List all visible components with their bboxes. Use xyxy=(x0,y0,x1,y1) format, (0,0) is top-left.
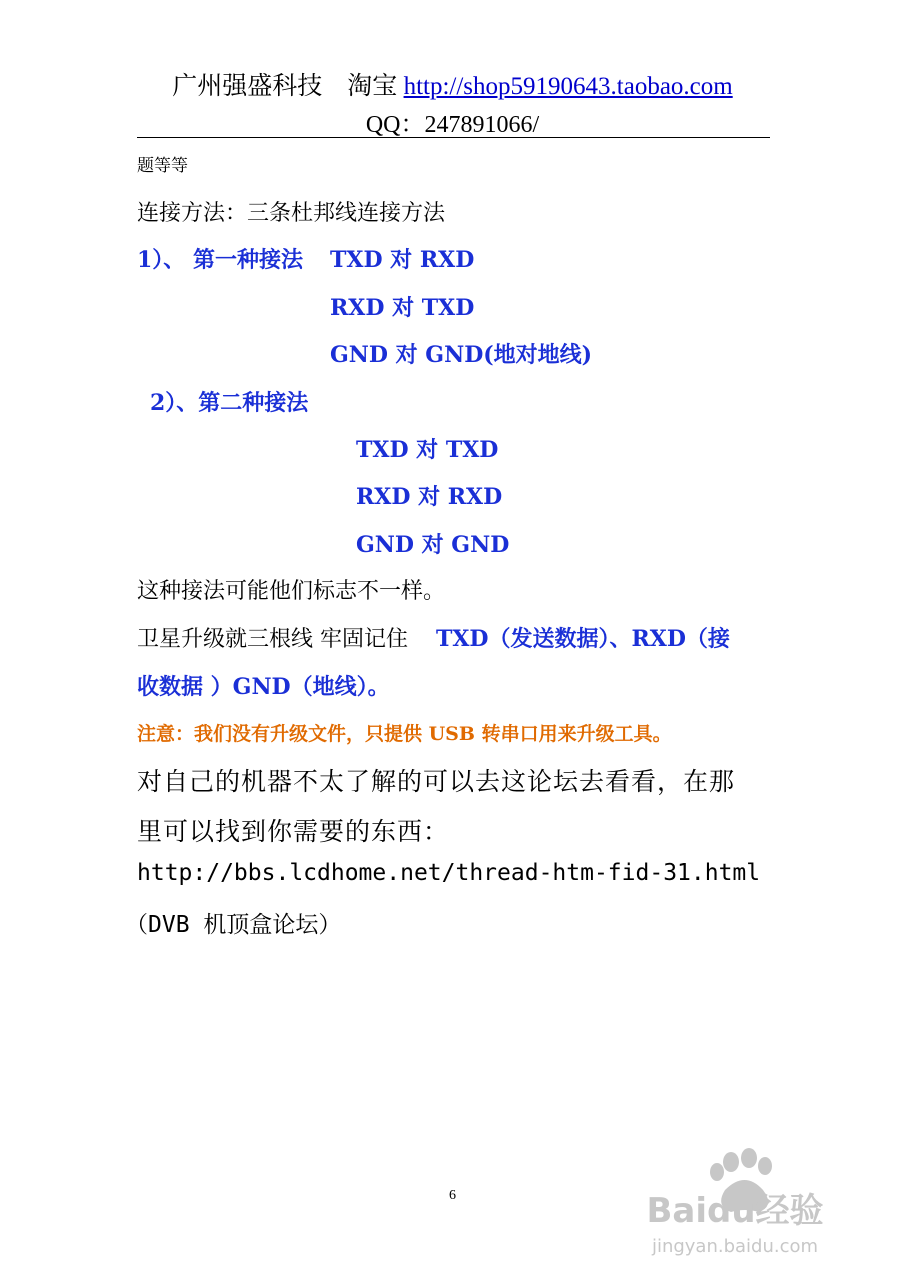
watermark-url: jingyan.baidu.com xyxy=(651,1236,819,1257)
forum-text-line2: 里可以找到你需要的东西： xyxy=(137,817,450,846)
wire-note-line1 xyxy=(137,622,730,653)
method2-label: 2）、第二种接法 xyxy=(150,390,309,416)
baidu-paw-icon xyxy=(635,1140,845,1270)
taobao-label: 淘宝 xyxy=(347,73,398,100)
wire-intro: 卫星升级就三根线 牢固记住 xyxy=(137,627,408,652)
method2-line2: RXD 对 RXD xyxy=(356,484,503,510)
page-header-line1 xyxy=(0,66,905,102)
method2-line1: TXD 对 TXD xyxy=(356,437,499,463)
method1-line1: TXD 对 RXD xyxy=(330,247,475,273)
wire-signals-2: 收数据 ）GND（地线）。 xyxy=(137,674,390,700)
shop-link[interactable]: http://shop59190643.taobao.com xyxy=(403,73,733,100)
method1-line3: GND 对 GND(地对地线) xyxy=(330,342,593,368)
marks-note: 这种接法可能他们标志不一样。 xyxy=(137,579,446,604)
method2-line3: GND 对 GND xyxy=(356,532,510,558)
page-number: 6 xyxy=(449,1188,456,1203)
qq-number: QQ：247891066/ xyxy=(365,112,540,138)
header-divider xyxy=(137,137,770,138)
forum-text-line1: 对自己的机器不太了解的可以去这论坛去看看，在那 xyxy=(137,767,736,796)
continued-fragment: 题等等 xyxy=(137,156,188,176)
forum-url: http://bbs.lcdhome.net/thread-htm-fid-31.html xyxy=(137,860,761,886)
company-name: 广州强盛科技 xyxy=(172,73,323,100)
forum-name: （DVB 机顶盒论坛） xyxy=(125,912,342,938)
method1-line2: RXD 对 TXD xyxy=(330,295,475,321)
warning-note: 注意：我们没有升级文件，只提供 USB 转串口用来升级工具。 xyxy=(137,723,672,745)
connection-title: 连接方法：三条杜邦线连接方法 xyxy=(137,201,446,226)
watermark-brand: Baidu经验 xyxy=(646,1191,824,1231)
wire-signals-1: TXD（发送数据）、RXD（接 xyxy=(435,626,730,652)
method1-label: 1）、 第一种接法 xyxy=(137,247,303,273)
baidu-watermark xyxy=(635,1140,845,1270)
